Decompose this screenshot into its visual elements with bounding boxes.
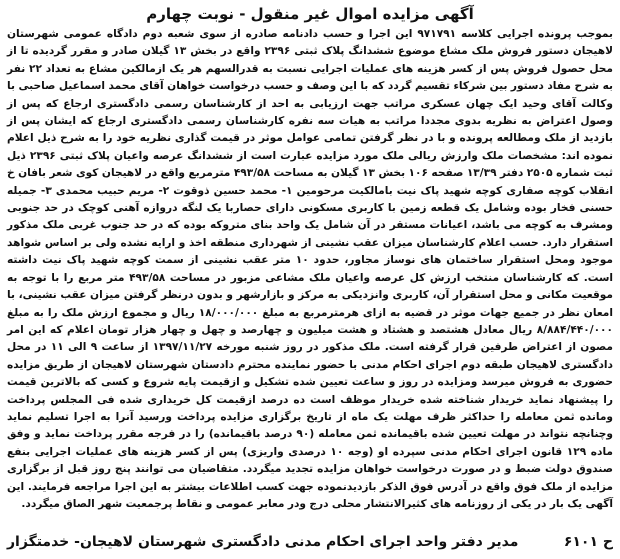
notice-title: آگهی مزایده اموال غیر منقول - نوبت چهارم	[146, 5, 474, 23]
notice-code: ح ۶۱۰۱	[563, 534, 613, 550]
notice-footer	[7, 533, 613, 551]
notice-signature: مدیر دفتر واحد اجرای احکام مدنی دادگستری شهرستان لاهیجان- خدمتگزار	[7, 534, 519, 550]
notice-body: بموجب پرونده اجرایی کلاسه ۹۷۱۷۹۱ این اجرا و حسب دادنامه صادره از سوی شعبه دوم دادگاه عمومی شهرستان لاهیجان دستور فروش ملک مشاع موضوع ششدانگ پلاک ثبتی ۲۳۹۶ واقع در بخش ۱۳ گیلان صادر و مقرر گردیده تا از محل حصول فروش پس از کسر هزینه های عملیات اجرایی نسبت به قدرالسهم هر یک ازمالکین مشاع به تعداد ۲۲ نفر به شرح مفاد دستور بین شرکاء تقسیم گردد که با این وصف و حسب درخواست خواهان آقای محمد اسماعیل صاحبی با وکالت آقای وحید ایک چهان عسکری مراتب جهت ارزیابی به احد از کارشناسان رسمی دادگستری ارجاع که پس از وصول اعتراض به نظریه بدوی مجددا مراتب به هیات سه نفره کارشناسان رسمی دادگستری ارجاع که ایشان پس از بازدید از ملک ومطالعه پرونده و با در نظر گرفتن تمامی عوامل موثر در قیمت گذاری نظریه خود را به شرح ذیل اعلام نموده اند: مشخصات ملک وارزش ریالی ملک مورد مزایده عبارت است از ششدانگ عرصه واعیان پلاک ثبتی ۲۳۹۶ ذیل ثبت شماره ۲۵۰۵ دفتر ۱۳/۳۹ صفحه ۱۰۶ بخش ۱۳ گیلان به مساحت ۴۹۳/۵۸ مترمربع واقع در لاهیجان کوی شعر بافان خ انقلاب کوچه صفاری کوچه شهید پاک نیت بامالکیت مرحومین ۱- محمد حسین ذوقوت ۲- مریم حبیب محمدی ۳- جمیله حسنی فخار بوده وشامل یک قطعه زمین با کاربری مسکونی دارای حصاربا یک لنگه دروازه آهنی کوچک در حد جنوبی ومشرف به کوچه می باشد، اعیانات مستقر در آن شامل یک واحد بنای متروکه بوده که در حد جنوب غربی ملک مذکور استقرار دارد. حسب اعلام کارشناسان میزان عقب نشینی از شهرداری منطقه اخذ و ارایه نشده ولی بر اساس شواهد موجود ومحل استقرار ساختمان های نوساز مجاور، حدود ۱۰ متر عقب نشینی از سمت کوچه شهید پاک نیت داشته است. که کارشناسان منتخب ارزش کل عرصه واعیان ملک مشاعی مزبور در مساحت ۴۹۳/۵۸ متر مربع را با توجه به موقعیت مکانی و محل استقرار آن، کاربری وانزدیکی به مرکز و بازارشهر و بدون درنظر گرفتن میزان عقب نشینی، با امعان نظر در جمیع جهات موثر در قضیه به ازای هرمترمربع به مبلغ ۱۸/۰۰۰/۰۰۰ ریال و مجموع ارزش ملک را به مبلغ ۸/۸۸۴/۴۴۰/۰۰۰ ریال معادل هشتصد و هشتاد و هشت میلیون و چهارصد و چهل و چهار هزار تومان اعلام که این امر مصون از اعتراض طرفین قرار گرفته است. ملک مذکور در روز شنبه مورخه ۱۳۹۷/۱۱/۲۷ از ساعت ۹ الی ۱۱ در محل دادگستری لاهیجان طبقه دوم اجرای احکام مدنی با حضور نماینده محترم دادستان شهرستان لاهیجان از طریق مزایده حضوری به فروش میرسد ومزایده در روز و ساعت تعیین شده تشکیل و ازقیمت پایه شروع و کسی که بالاترین قیمت را پیشنهاد نماید خریدار شناخته شده خریدار موظف است ده درصد ازقیمت کل خریداری شده فی المجلس پرداخت ومانده ثمن معامله را حداکثر ظرف مهلت یک ماه از تاریخ برگزاری مزایده پرداخت ورسید آنرا به اجرا تسلیم نماید وچنانچه نتواند در مهلت تعیین شده باقیمانده ثمن معامله (۹۰ درصد باقیمانده) را در فرجه مقرر پرداخت نماید و وفق ماده ۱۲۹ قانون اجرای احکام مدنی سپرده او (وجه ۱۰ درصدی واریزی) پس از کسر هزینه های عملیات اجرایی بنفع صندوق دولت ضبط و در صورت درخواست خواهان مزایده تجدید میگردد. متقاضیان می توانند پنج روز قبل از برگزاری مزایده از ملک فوق واقع در آدرس فوق الذکر بازدیدنموده جهت کسب اطلاعات بیشتر به این اجرا مراجعه فرمایند. این آگهی یک بار در یکی از روزنامه های کثیرالانتشار محلی درج ودر معابر عمومی و نقاط پرجمعیت شهر الصاق میگردد.	[7, 28, 614, 510]
